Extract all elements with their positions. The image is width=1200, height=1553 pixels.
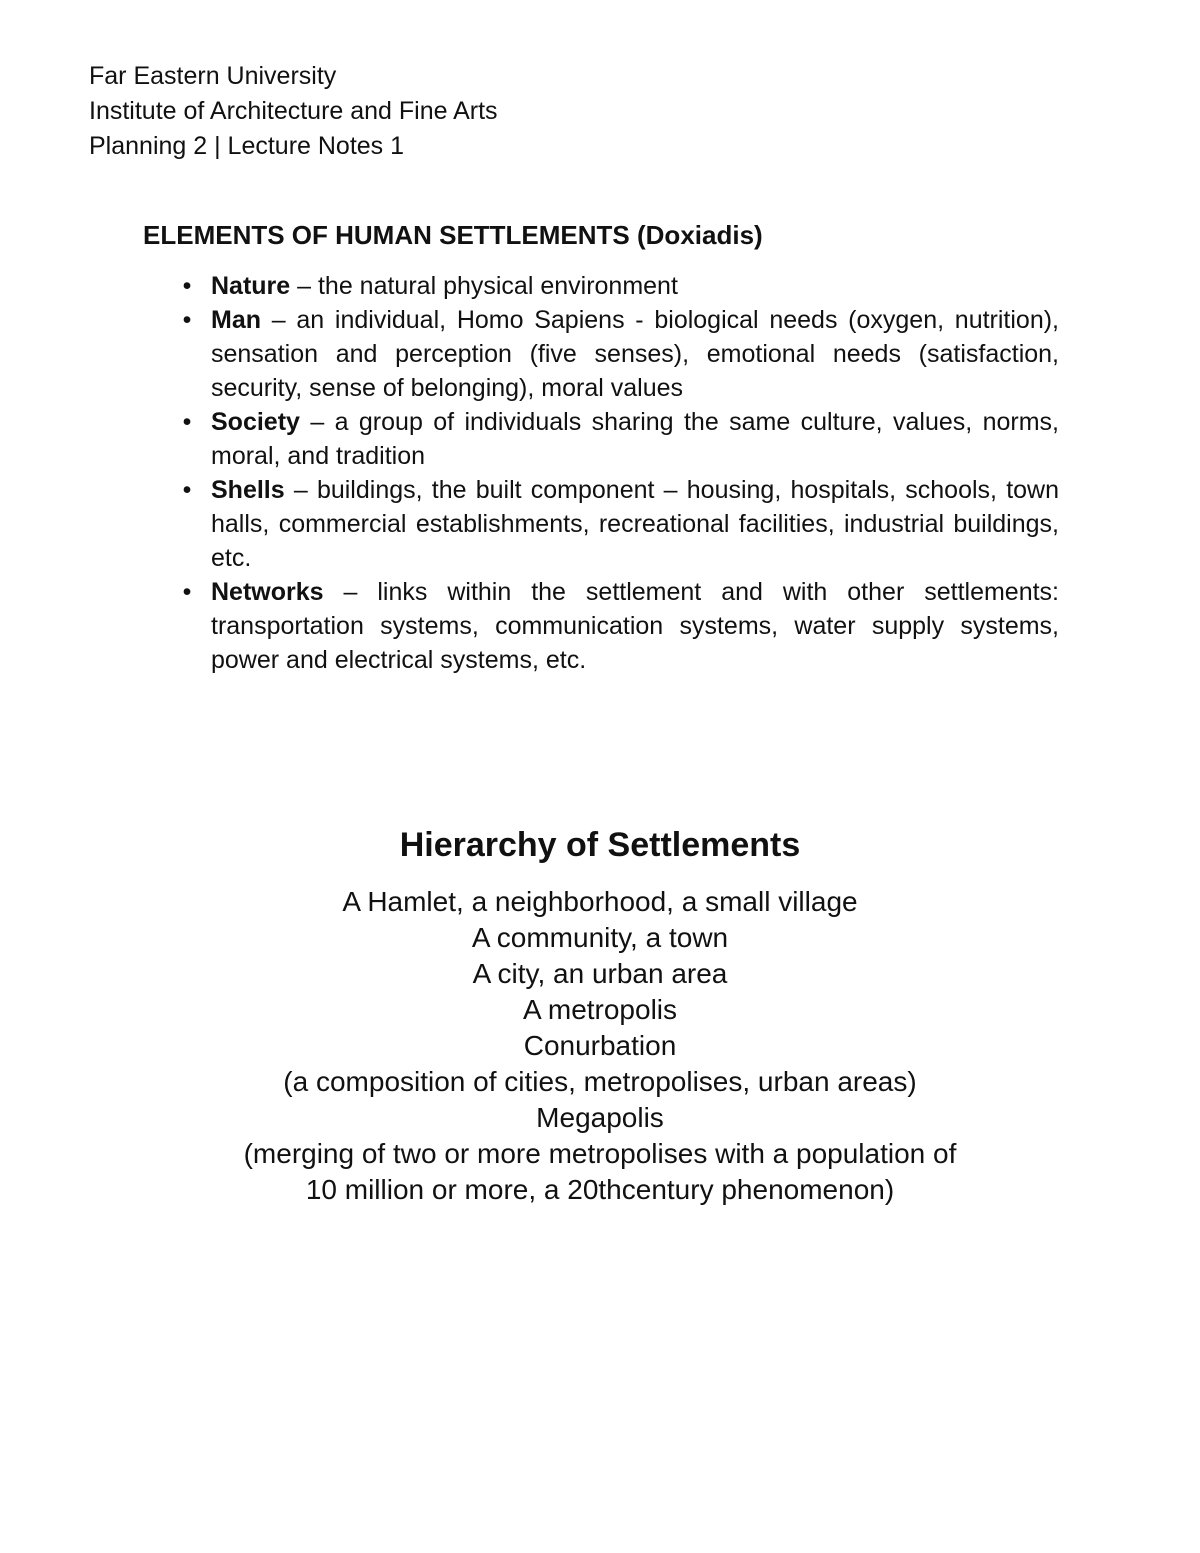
list-item [182,303,1059,405]
course-title: Planning 2 | Lecture Notes 1 [89,132,405,160]
hierarchy-line: A city, an urban area [472,958,728,989]
list-item [182,575,1059,677]
hierarchy-line: (a composition of cities, metropolises, urban areas) [283,1066,917,1097]
elements-section-title: ELEMENTS OF HUMAN SETTLEMENTS (Doxiadis) [143,220,763,250]
university-name: Far Eastern University [89,62,337,90]
hierarchy-line: 10 million or more, a 20thcentury phenomenon) [305,1174,895,1205]
hierarchy-lines [0,884,1200,1208]
list-item [182,269,1059,303]
hierarchy-line: (merging of two or more metropolises with a population of [243,1138,957,1169]
element-term: Man [211,306,261,334]
element-term: Networks [211,578,324,606]
element-definition: – an individual, Homo Sapiens - biological needs (oxygen, nutrition), sensation and perception (five senses), emotional needs (satisfaction, security, sense of belonging), moral values [211,306,1059,402]
element-definition: – buildings, the built component – housing, hospitals, schools, town halls, commercial establishments, recreational facilities, industrial buildings, etc. [211,476,1059,572]
bullet-icon: • [182,306,192,334]
bullet-icon: • [182,476,192,504]
hierarchy-line: Megapolis [536,1102,664,1133]
element-term: Society [211,408,300,436]
document-header [89,59,498,164]
institute-name: Institute of Architecture and Fine Arts [89,97,498,125]
hierarchy-title: Hierarchy of Settlements [399,826,801,864]
hierarchy-line: Conurbation [523,1030,677,1061]
element-definition: – links within the settlement and with other settlements: transportation systems, communication systems, water supply systems, power and electrical systems, etc. [211,578,1059,674]
element-definition: – the natural physical environment [290,272,678,300]
bullet-icon: • [182,408,192,436]
element-term: Shells [211,476,285,504]
element-definition: – a group of individuals sharing the same culture, values, norms, moral, and tradition [211,408,1059,470]
bullet-icon: • [182,272,192,300]
elements-list [182,269,1059,677]
hierarchy-line: A community, a town [471,922,729,953]
hierarchy-line: A metropolis [522,994,678,1025]
list-item [182,473,1059,575]
list-item [182,405,1059,473]
element-term: Nature [211,272,291,300]
hierarchy-line: A Hamlet, a neighborhood, a small village [342,886,858,917]
bullet-icon: • [182,578,192,606]
